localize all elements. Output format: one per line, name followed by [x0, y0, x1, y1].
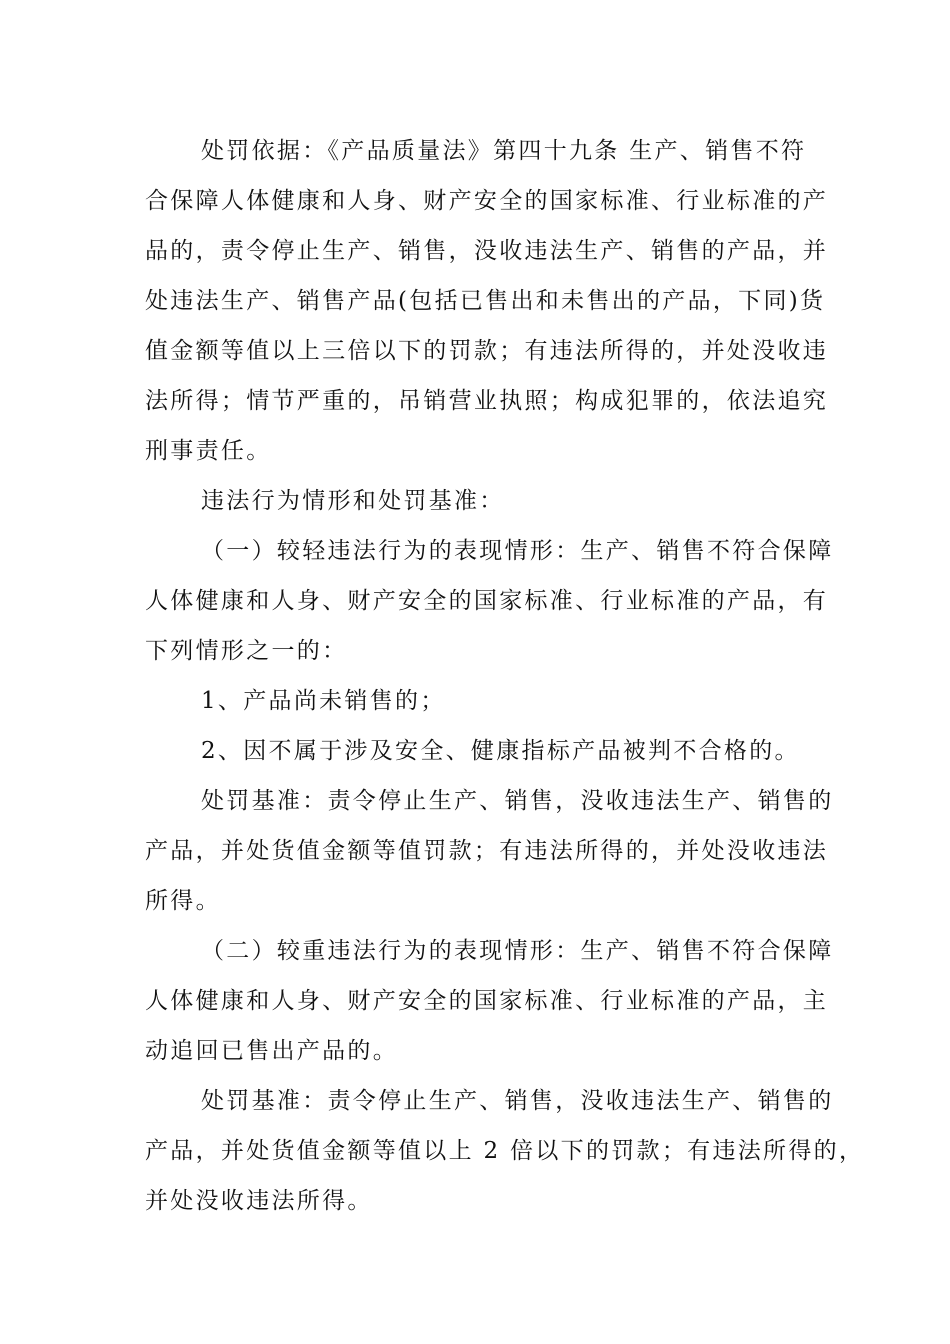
text-line: 合保障人体健康和人身、财产安全的国家标准、行业标准的产 [145, 188, 829, 214]
text-line: 所得。 [145, 888, 221, 914]
text-line: 动追回已售出产品的。 [145, 1038, 398, 1064]
text-line: 刑事责任。 [145, 438, 272, 464]
text-line: 人体健康和人身、财产安全的国家标准、行业标准的产品，有 [145, 588, 829, 614]
text-line: 品的，责令停止生产、销售，没收违法生产、销售的产品，并 [145, 238, 829, 264]
text-line: 并处没收违法所得。 [145, 1188, 373, 1214]
text-line: 处罚基准：责令停止生产、销售，没收违法生产、销售的 [201, 1088, 834, 1114]
text-line: 处罚依据：《产品质量法》第四十九条 生产、销售不符 [201, 138, 807, 164]
text-line: 值金额等值以上三倍以下的罚款；有违法所得的，并处没收违 [145, 338, 829, 364]
text-line: 产品，并处货值金额等值以上 2 倍以下的罚款；有违法所得的， [145, 1138, 865, 1164]
text-line: （二）较重违法行为的表现情形：生产、销售不符合保障 [201, 938, 834, 964]
text-line: 产品，并处货值金额等值罚款；有违法所得的，并处没收违法 [145, 838, 829, 864]
text-line: 违法行为情形和处罚基准： [201, 488, 505, 514]
text-line: 法所得；情节严重的，吊销营业执照；构成犯罪的，依法追究 [145, 388, 829, 414]
text-line: （一）较轻违法行为的表现情形：生产、销售不符合保障 [201, 538, 834, 564]
text-line: 人体健康和人身、财产安全的国家标准、行业标准的产品，主 [145, 988, 829, 1014]
text-line: 1、产品尚未销售的； [201, 688, 446, 714]
text-line: 处违法生产、销售产品(包括已售出和未售出的产品，下同)货 [145, 288, 826, 314]
text-line: 下列情形之一的： [145, 638, 348, 664]
text-line: 处罚基准：责令停止生产、销售，没收违法生产、销售的 [201, 788, 834, 814]
text-line: 2、因不属于涉及安全、健康指标产品被判不合格的。 [201, 738, 800, 764]
